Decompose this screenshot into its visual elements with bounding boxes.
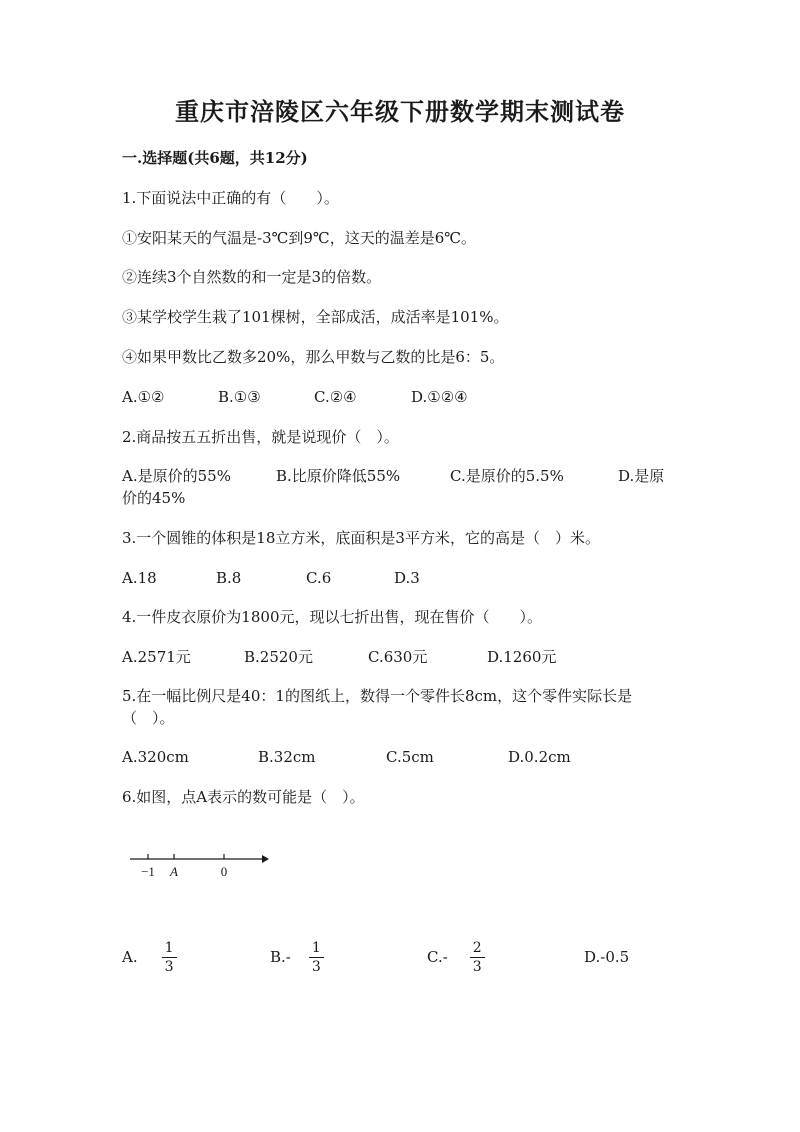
label-minus-one: −1 xyxy=(141,864,155,879)
question-4-option-a[interactable]: A.2571元 xyxy=(122,648,191,666)
question-6-option-a-prefix: A. xyxy=(122,948,138,966)
question-2-stem: 2.商品按五五折出售，就是说现价（ ）。 xyxy=(122,428,399,446)
label-zero: 0 xyxy=(220,864,228,879)
fraction-numerator: 1 xyxy=(309,940,324,958)
question-6-option-c[interactable] xyxy=(427,937,485,977)
question-1-option-d[interactable]: D.①②④ xyxy=(411,388,468,406)
question-1-option-b[interactable]: B.①③ xyxy=(218,388,261,406)
question-6-option-c-prefix: C.- xyxy=(427,948,448,966)
question-5-option-a[interactable]: A.320cm xyxy=(122,748,189,766)
question-4-option-b[interactable]: B.2520元 xyxy=(244,648,313,666)
section-heading: 一.选择题(共6题，共12分) xyxy=(122,149,308,167)
question-4-stem: 4.一件皮衣原价为1800元，现以七折出售，现在售价（ ）。 xyxy=(122,608,542,626)
question-5-option-d[interactable]: D.0.2cm xyxy=(508,748,571,766)
question-1-stem: 1.下面说法中正确的有（ ）。 xyxy=(122,189,339,207)
fraction-numerator: 1 xyxy=(162,940,177,958)
question-1-statement-1: ①安阳某天的气温是-3℃到9℃，这天的温差是6℃。 xyxy=(122,229,477,247)
question-4-option-d[interactable]: D.1260元 xyxy=(487,648,557,666)
question-5-option-b[interactable]: B.32cm xyxy=(258,748,316,766)
question-3-stem: 3.一个圆锥的体积是18立方米，底面积是3平方米，它的高是（ ）米。 xyxy=(122,529,600,547)
question-1-statement-3: ③某学校学生栽了101棵树，全部成活，成活率是101%。 xyxy=(122,308,509,326)
question-6-option-b-prefix: B.- xyxy=(270,948,291,966)
question-6-option-a[interactable] xyxy=(122,937,177,977)
question-3-option-b[interactable]: B.8 xyxy=(216,569,242,587)
fraction-numerator: 2 xyxy=(470,940,485,958)
question-6-options xyxy=(0,937,800,977)
question-1-option-c[interactable]: C.②④ xyxy=(314,388,357,406)
question-5-stem-line-2: （ ）。 xyxy=(122,709,175,727)
question-6-option-d-prefix: D.-0.5 xyxy=(584,948,630,966)
question-2-option-a[interactable]: A.是原价的55% xyxy=(122,467,231,485)
question-4-option-c[interactable]: C.630元 xyxy=(368,648,428,666)
question-5-option-c[interactable]: C.5cm xyxy=(386,748,434,766)
question-6-option-b[interactable] xyxy=(270,937,324,977)
question-1-option-a[interactable]: A.①② xyxy=(122,388,165,406)
question-6-option-d[interactable] xyxy=(584,937,629,977)
question-5-stem xyxy=(122,685,678,729)
question-3-option-d[interactable]: D.3 xyxy=(394,569,420,587)
question-2-option-d-continued: 价的45% xyxy=(122,489,186,507)
question-3-option-a[interactable]: A.18 xyxy=(122,569,157,587)
question-1-statement-4: ④如果甲数比乙数多20%，那么甲数与乙数的比是6：5。 xyxy=(122,348,505,366)
question-1-statement-2: ②连续3个自然数的和一定是3的倍数。 xyxy=(122,268,382,286)
question-2-option-c[interactable]: C.是原价的5.5% xyxy=(450,467,564,485)
fraction xyxy=(470,940,485,975)
question-6-stem: 6.如图，点A表示的数可能是（ ）。 xyxy=(122,788,365,806)
fraction xyxy=(162,940,177,975)
fraction-denominator: 3 xyxy=(472,958,482,975)
number-line-figure xyxy=(128,845,278,885)
question-5-stem-line-1: 5.在一幅比例尺是40：1的图纸上，数得一个零件长8cm，这个零件实际长是 xyxy=(122,687,633,705)
fraction-denominator: 3 xyxy=(311,958,321,975)
label-point-a: A xyxy=(170,864,178,879)
question-3-option-c[interactable]: C.6 xyxy=(306,569,332,587)
fraction-denominator: 3 xyxy=(164,958,174,975)
question-2-option-d[interactable]: D.是原 xyxy=(618,467,665,485)
number-line-arrow-icon xyxy=(262,855,269,863)
page-title: 重庆市涪陵区六年级下册数学期末测试卷 xyxy=(175,97,625,126)
fraction xyxy=(309,940,324,975)
question-2-option-b[interactable]: B.比原价降低55% xyxy=(276,467,401,485)
